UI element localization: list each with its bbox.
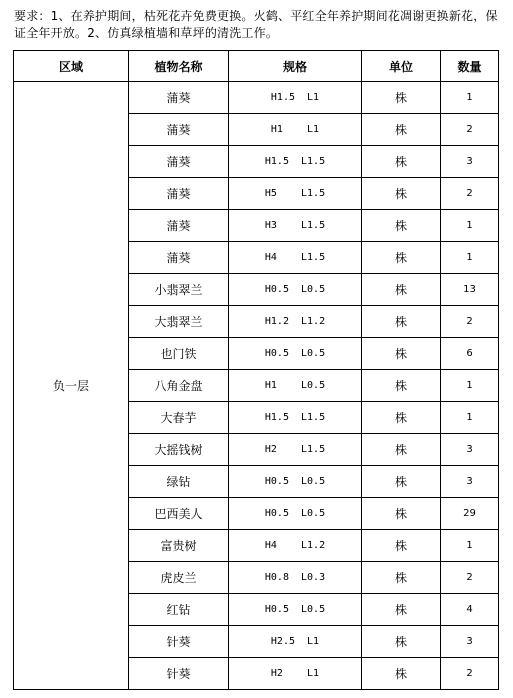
plant-name-cell: 绿钻 bbox=[129, 466, 229, 498]
spec-cell: H0.5 L0.5 bbox=[229, 274, 362, 306]
spec-cell: H0.5 L0.5 bbox=[229, 594, 362, 626]
quantity-cell: 6 bbox=[441, 338, 499, 370]
unit-cell: 株 bbox=[362, 370, 441, 402]
unit-cell: 株 bbox=[362, 338, 441, 370]
unit-cell: 株 bbox=[362, 402, 441, 434]
spec-cell: H1.5 L1.5 bbox=[229, 146, 362, 178]
quantity-cell: 2 bbox=[441, 178, 499, 210]
table-header-row bbox=[14, 51, 499, 82]
unit-cell: 株 bbox=[362, 530, 441, 562]
unit-cell: 株 bbox=[362, 626, 441, 658]
plant-name-cell: 蒲葵 bbox=[129, 242, 229, 274]
spec-cell: H1.5 L1.5 bbox=[229, 402, 362, 434]
unit-cell: 株 bbox=[362, 210, 441, 242]
spec-cell: H2.5 L1 bbox=[229, 626, 362, 658]
table-body bbox=[14, 82, 499, 690]
plant-name-cell: 富贵树 bbox=[129, 530, 229, 562]
quantity-cell: 3 bbox=[441, 626, 499, 658]
spec-cell: H1 L1 bbox=[229, 114, 362, 146]
plant-name-cell: 蒲葵 bbox=[129, 210, 229, 242]
unit-cell: 株 bbox=[362, 146, 441, 178]
quantity-cell: 2 bbox=[441, 658, 499, 690]
unit-cell: 株 bbox=[362, 306, 441, 338]
unit-cell: 株 bbox=[362, 562, 441, 594]
plant-name-cell: 蒲葵 bbox=[129, 146, 229, 178]
quantity-cell: 29 bbox=[441, 498, 499, 530]
plant-name-cell: 红钻 bbox=[129, 594, 229, 626]
quantity-cell: 3 bbox=[441, 434, 499, 466]
spec-cell: H0.8 L0.3 bbox=[229, 562, 362, 594]
unit-cell: 株 bbox=[362, 114, 441, 146]
spec-cell: H5 L1.5 bbox=[229, 178, 362, 210]
unit-cell: 株 bbox=[362, 658, 441, 690]
quantity-cell: 13 bbox=[441, 274, 499, 306]
header-plant-name: 植物名称 bbox=[129, 51, 229, 82]
plant-name-cell: 针葵 bbox=[129, 626, 229, 658]
unit-cell: 株 bbox=[362, 242, 441, 274]
unit-cell: 株 bbox=[362, 178, 441, 210]
spec-cell: H0.5 L0.5 bbox=[229, 466, 362, 498]
unit-cell: 株 bbox=[362, 434, 441, 466]
plant-name-cell: 大翡翠兰 bbox=[129, 306, 229, 338]
quantity-cell: 2 bbox=[441, 114, 499, 146]
unit-cell: 株 bbox=[362, 594, 441, 626]
requirements-note: 要求：1、在养护期间，枯死花卉免费更换。火鹤、平红全年养护期间花凋谢更换新花，保证全年开放。2、仿真绿植墙和草坪的清洗工作。 bbox=[14, 9, 498, 40]
quantity-cell: 1 bbox=[441, 370, 499, 402]
plant-name-cell: 八角金盘 bbox=[129, 370, 229, 402]
header-area: 区域 bbox=[14, 51, 129, 82]
plant-name-cell: 大春芋 bbox=[129, 402, 229, 434]
table-row bbox=[14, 82, 499, 114]
header-unit: 单位 bbox=[362, 51, 441, 82]
spec-cell: H1 L0.5 bbox=[229, 370, 362, 402]
plant-name-cell: 小翡翠兰 bbox=[129, 274, 229, 306]
area-cell: 负一层 bbox=[14, 82, 129, 690]
quantity-cell: 2 bbox=[441, 306, 499, 338]
spec-cell: H2 L1.5 bbox=[229, 434, 362, 466]
plant-name-cell: 也门铁 bbox=[129, 338, 229, 370]
unit-cell: 株 bbox=[362, 274, 441, 306]
header-quantity: 数量 bbox=[441, 51, 499, 82]
quantity-cell: 1 bbox=[441, 82, 499, 114]
plant-name-cell: 大摇钱树 bbox=[129, 434, 229, 466]
quantity-cell: 1 bbox=[441, 210, 499, 242]
header-spec: 规格 bbox=[229, 51, 362, 82]
plant-name-cell: 蒲葵 bbox=[129, 178, 229, 210]
plant-name-cell: 针葵 bbox=[129, 658, 229, 690]
spec-cell: H4 L1.2 bbox=[229, 530, 362, 562]
spec-cell: H1.2 L1.2 bbox=[229, 306, 362, 338]
spec-cell: H0.5 L0.5 bbox=[229, 498, 362, 530]
plant-name-cell: 蒲葵 bbox=[129, 82, 229, 114]
spec-cell: H1.5 L1 bbox=[229, 82, 362, 114]
quantity-cell: 3 bbox=[441, 466, 499, 498]
plant-table bbox=[13, 50, 499, 690]
plant-name-cell: 虎皮兰 bbox=[129, 562, 229, 594]
quantity-cell: 1 bbox=[441, 402, 499, 434]
plant-name-cell: 巴西美人 bbox=[129, 498, 229, 530]
plant-name-cell: 蒲葵 bbox=[129, 114, 229, 146]
spec-cell: H0.5 L0.5 bbox=[229, 338, 362, 370]
quantity-cell: 2 bbox=[441, 562, 499, 594]
spec-cell: H3 L1.5 bbox=[229, 210, 362, 242]
spec-cell: H2 L1 bbox=[229, 658, 362, 690]
quantity-cell: 3 bbox=[441, 146, 499, 178]
quantity-cell: 1 bbox=[441, 530, 499, 562]
quantity-cell: 1 bbox=[441, 242, 499, 274]
quantity-cell: 4 bbox=[441, 594, 499, 626]
unit-cell: 株 bbox=[362, 498, 441, 530]
spec-cell: H4 L1.5 bbox=[229, 242, 362, 274]
unit-cell: 株 bbox=[362, 466, 441, 498]
unit-cell: 株 bbox=[362, 82, 441, 114]
